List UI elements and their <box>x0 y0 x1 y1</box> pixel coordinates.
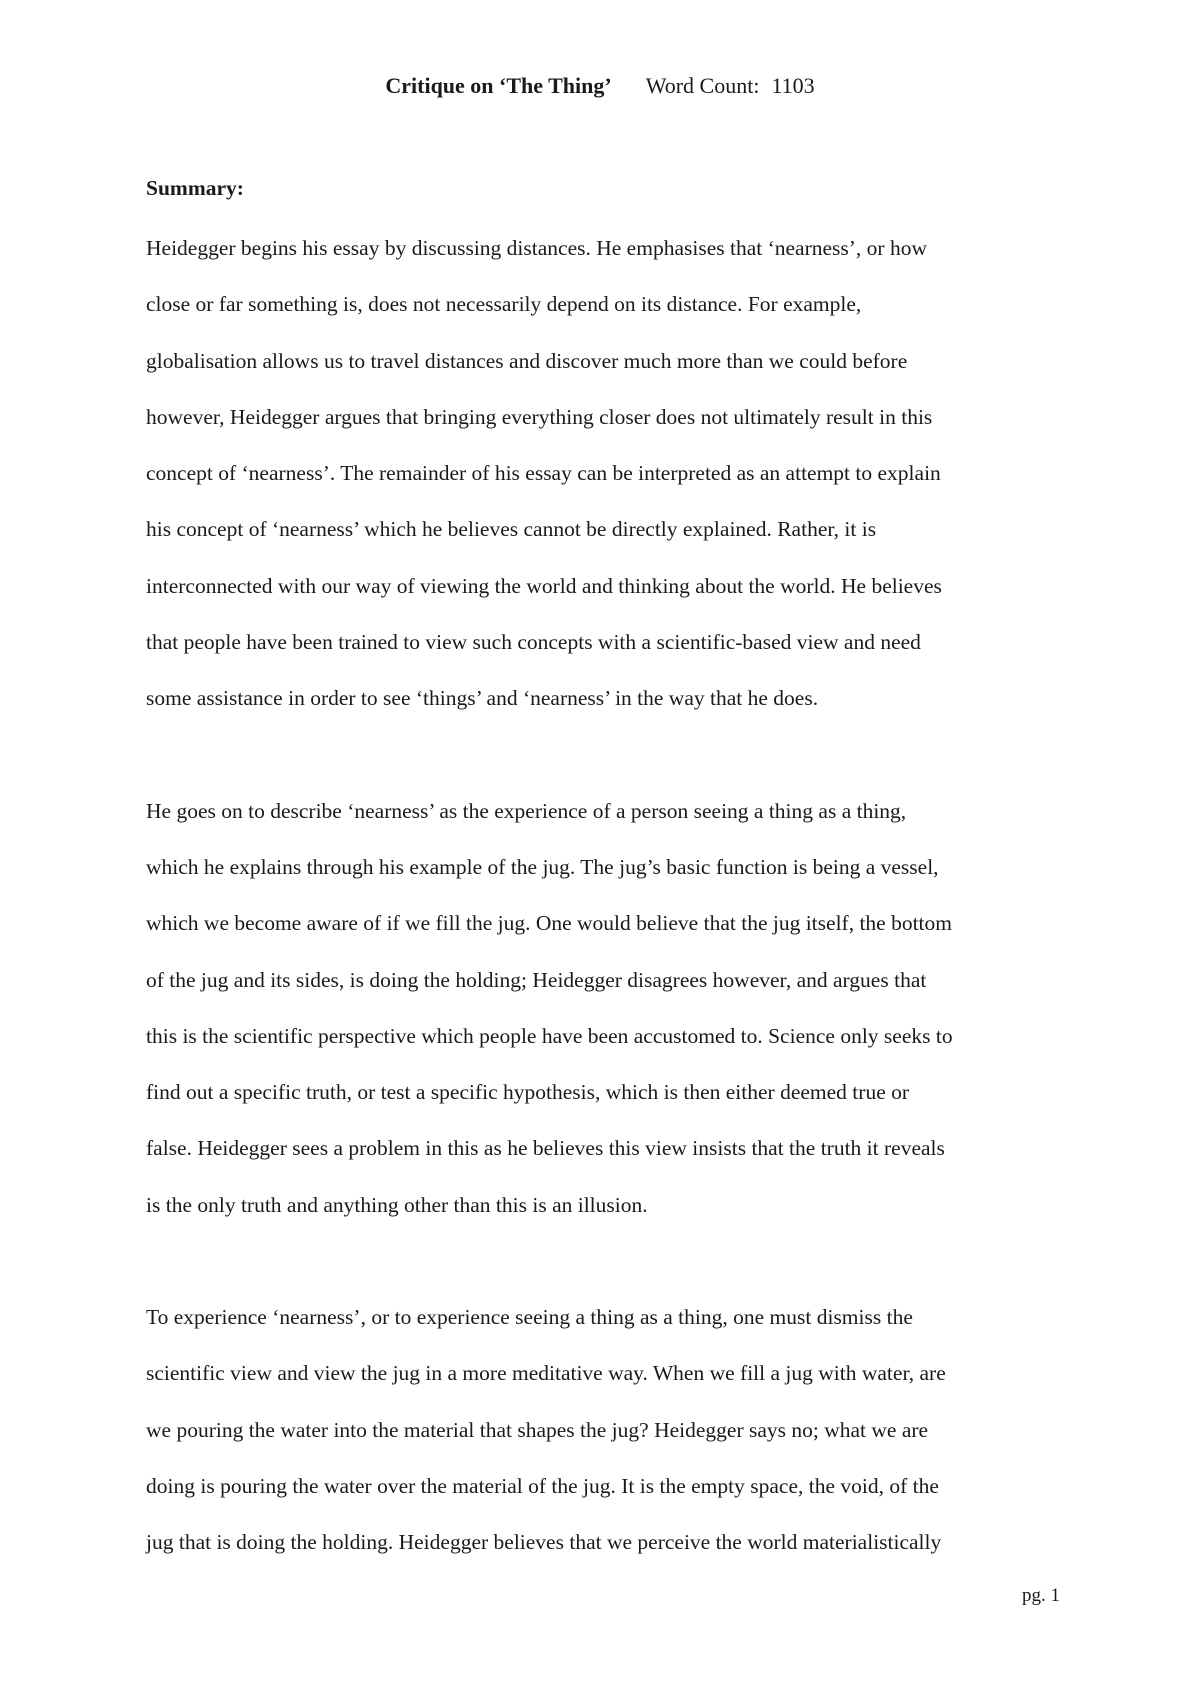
summary-heading: Summary: <box>146 176 244 200</box>
paragraph-1 <box>146 220 1071 727</box>
paragraph-line: false. Heidegger sees a problem in this as he believes this view insists that the truth it reveals <box>146 1136 945 1161</box>
paragraph-line: globalisation allows us to travel distances and discover much more than we could before <box>146 348 908 373</box>
paragraph-line: scientific view and view the jug in a more meditative way. When we fill a jug with water, are <box>146 1361 946 1386</box>
paragraph-line: which we become aware of if we fill the jug. One would believe that the jug itself, the bottom <box>146 911 953 936</box>
paragraph-2 <box>146 783 1071 1233</box>
word-count-value: 1103 <box>771 73 815 98</box>
essay-title: Critique on ‘The Thing’ <box>385 73 612 98</box>
paragraph-spacer <box>146 727 1071 783</box>
paragraph-line: this is the scientific perspective which people have been accustomed to. Science only seeks to <box>146 1023 953 1048</box>
paragraph-line: jug that is doing the holding. Heidegger believes that we perceive the world materialistically <box>146 1530 942 1555</box>
page-header <box>0 70 1200 102</box>
paragraph-line: To experience ‘nearness’, or to experience seeing a thing as a thing, one must dismiss the <box>146 1305 913 1330</box>
paragraph-line: close or far something is, does not necessarily depend on its distance. For example, <box>146 292 862 317</box>
paragraph-line: Heidegger begins his essay by discussing distances. He emphasises that ‘nearness’, or how <box>146 236 927 260</box>
paragraph-line: however, Heidegger argues that bringing everything closer does not ultimately result in this <box>146 404 933 429</box>
paragraph-line: find out a specific truth, or test a specific hypothesis, which is then either deemed true or <box>146 1080 910 1105</box>
paragraph-spacer <box>146 1233 1071 1289</box>
word-count-label: Word Count: <box>645 73 760 98</box>
paragraph-line: He goes on to describe ‘nearness’ as the experience of a person seeing a thing as a thing, <box>146 798 907 823</box>
paragraph-line: concept of ‘nearness’. The remainder of his essay can be interpreted as an attempt to explain <box>146 461 941 486</box>
paragraph-line: is the only truth and anything other than this is an illusion. <box>146 1192 648 1217</box>
paragraph-line: doing is pouring the water over the material of the jug. It is the empty space, the void, of the <box>146 1473 939 1498</box>
paragraph-line: some assistance in order to see ‘things’ and ‘nearness’ in the way that he does. <box>146 686 819 711</box>
paragraph-line: that people have been trained to view such concepts with a scientific-based view and need <box>146 630 921 655</box>
paragraph-line: interconnected with our way of viewing the world and thinking about the world. He believes <box>146 573 942 598</box>
paragraph-line: which he explains through his example of the jug. The jug’s basic function is being a vessel, <box>146 854 939 879</box>
paragraph-line: we pouring the water into the material that shapes the jug? Heidegger says no; what we are <box>146 1417 929 1442</box>
document-body <box>146 172 1071 1571</box>
paragraph-line: his concept of ‘nearness’ which he believes cannot be directly explained. Rather, it is <box>146 517 877 542</box>
paragraph-line: of the jug and its sides, is doing the holding; Heidegger disagrees however, and argues that <box>146 967 927 992</box>
page-number: pg. 1 <box>1022 1585 1060 1606</box>
paragraph-3 <box>146 1289 1071 1570</box>
